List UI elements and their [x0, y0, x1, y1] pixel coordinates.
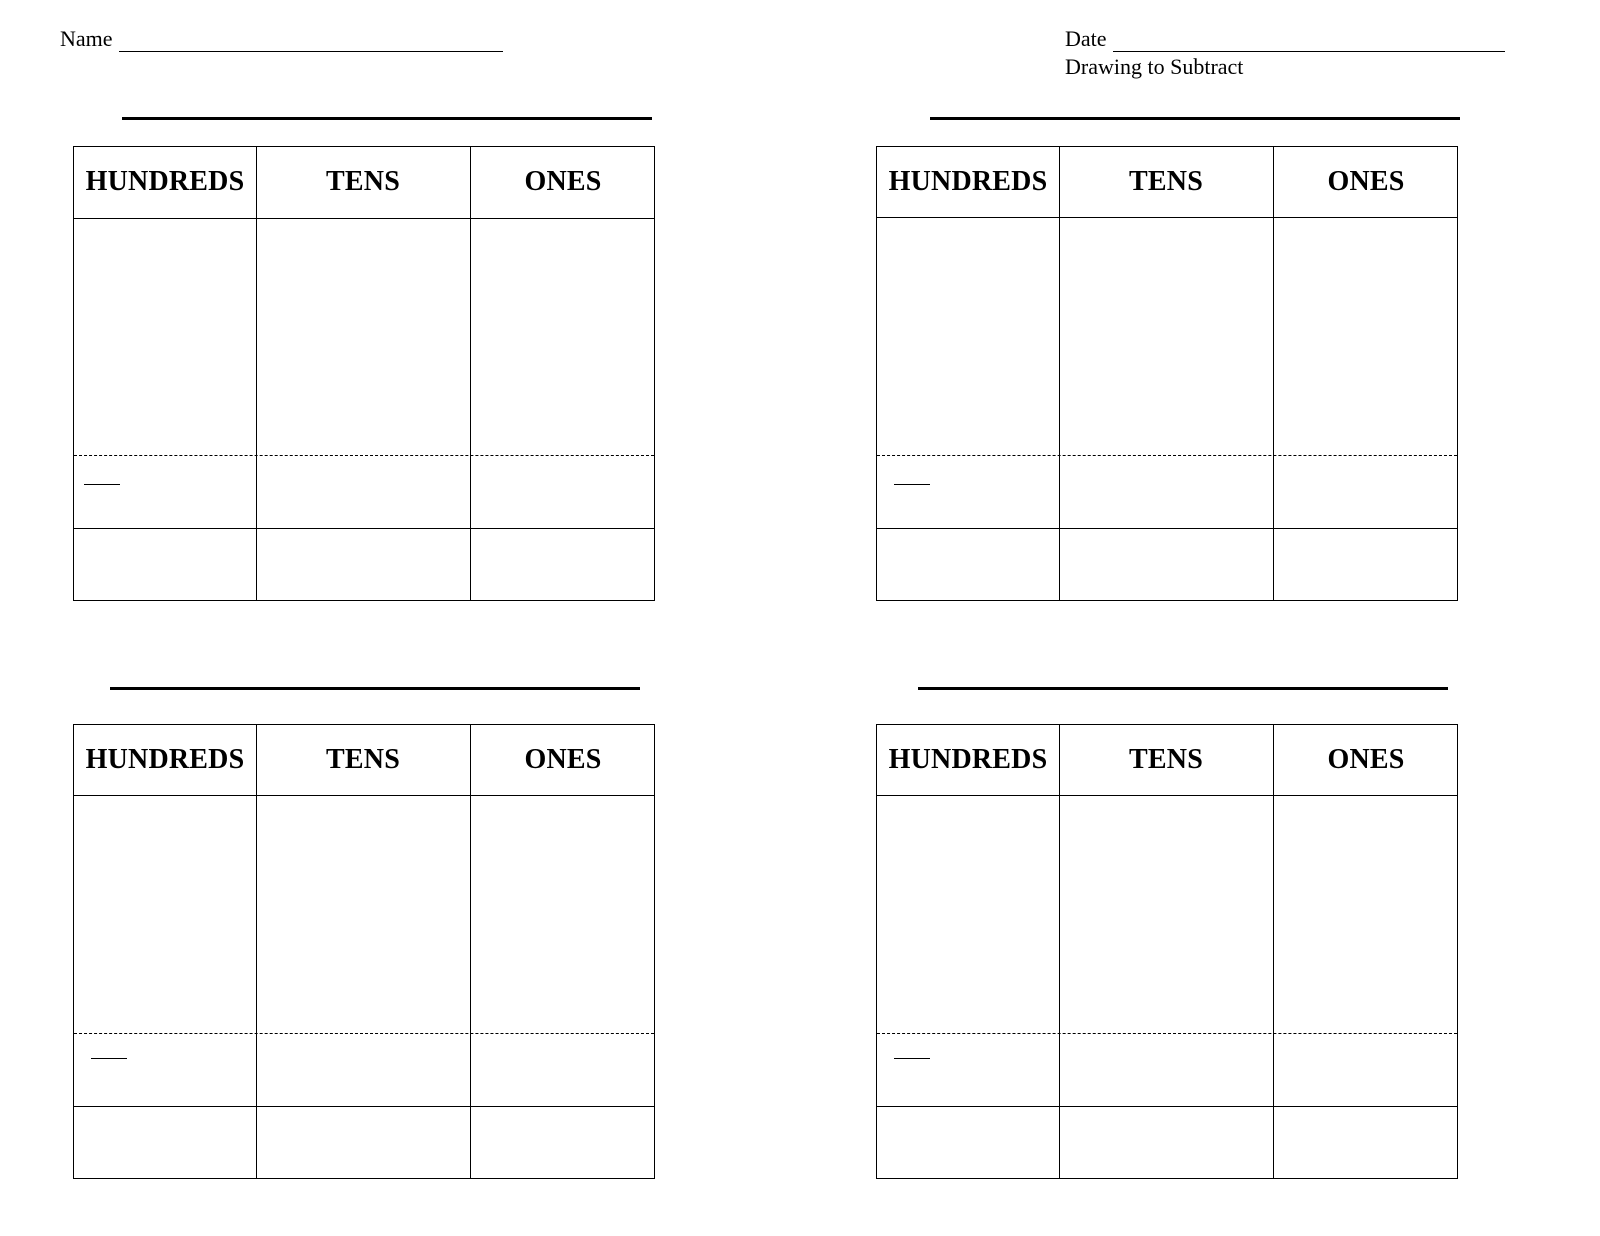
name-blank[interactable] — [119, 31, 503, 52]
column-divider — [1059, 725, 1060, 1178]
date-label: Date — [1065, 26, 1107, 51]
column-divider — [256, 147, 257, 600]
problem-line-2[interactable] — [930, 117, 1460, 120]
column-header-hundreds: HUNDREDS — [888, 744, 1048, 775]
header-divider — [877, 217, 1457, 218]
column-header-tens: TENS — [326, 166, 400, 197]
dashed-divider — [74, 455, 654, 456]
column-header-tens: TENS — [326, 744, 400, 775]
header-divider — [74, 218, 654, 219]
header-divider — [74, 795, 654, 796]
minus-sign — [894, 1058, 930, 1059]
column-header-ones: ONES — [1327, 744, 1405, 775]
worksheet-subtitle: Drawing to Subtract — [1065, 54, 1244, 79]
column-header-tens: TENS — [1129, 744, 1203, 775]
column-divider — [1273, 147, 1274, 600]
column-header-ones: ONES — [524, 166, 602, 197]
date-blank[interactable] — [1113, 31, 1505, 52]
column-header-hundreds: HUNDREDS — [85, 166, 245, 197]
minus-sign — [84, 484, 120, 485]
column-divider — [470, 725, 471, 1178]
column-divider — [470, 147, 471, 600]
header-divider — [877, 795, 1457, 796]
answer-divider — [74, 1106, 654, 1107]
minus-sign — [91, 1058, 127, 1059]
dashed-divider — [877, 1033, 1457, 1034]
column-header-tens: TENS — [1129, 166, 1203, 197]
name-label: Name — [60, 26, 113, 51]
place-value-chart-3 — [73, 724, 655, 1179]
minus-sign — [894, 484, 930, 485]
column-divider — [1059, 147, 1060, 600]
answer-divider — [74, 528, 654, 529]
answer-divider — [877, 528, 1457, 529]
dashed-divider — [74, 1033, 654, 1034]
place-value-chart-4 — [876, 724, 1458, 1179]
problem-line-3[interactable] — [110, 687, 640, 690]
column-divider — [1273, 725, 1274, 1178]
problem-line-4[interactable] — [918, 687, 1448, 690]
answer-divider — [877, 1106, 1457, 1107]
problem-line-1[interactable] — [122, 117, 652, 120]
dashed-divider — [877, 455, 1457, 456]
name-field — [60, 26, 503, 52]
column-header-hundreds: HUNDREDS — [888, 166, 1048, 197]
column-header-ones: ONES — [1327, 166, 1405, 197]
date-field — [1065, 26, 1505, 52]
column-header-hundreds: HUNDREDS — [85, 744, 245, 775]
place-value-chart-1 — [73, 146, 655, 601]
place-value-chart-2 — [876, 146, 1458, 601]
column-divider — [256, 725, 257, 1178]
column-header-ones: ONES — [524, 744, 602, 775]
